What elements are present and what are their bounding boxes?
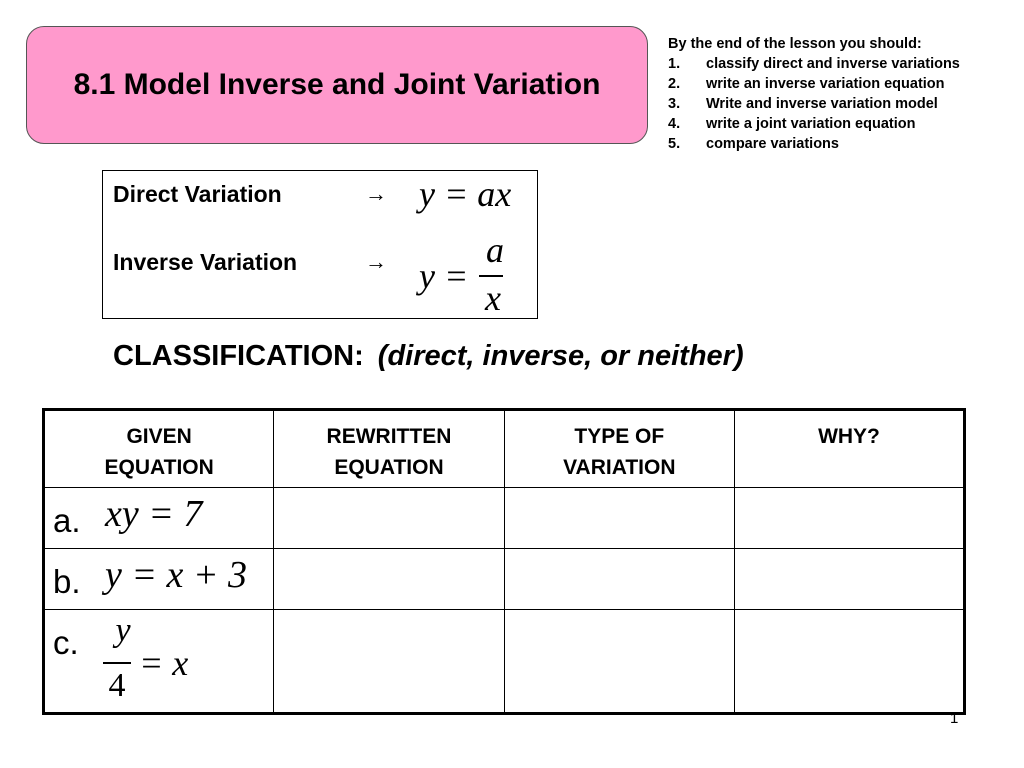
row-letter: c. <box>53 624 79 661</box>
inverse-variation-label: Inverse Variation <box>113 249 298 275</box>
why-cell <box>734 549 964 610</box>
given-equation: y = x + 3 <box>105 554 248 596</box>
header-type-of-variation <box>504 410 734 488</box>
inverse-equation-lhs: y = <box>419 256 469 296</box>
objective-item <box>668 134 1018 154</box>
objective-item <box>668 54 1018 74</box>
variation-definitions-box <box>102 170 538 319</box>
given-equation-cell <box>44 549 274 610</box>
equation-rhs: = x <box>139 643 189 683</box>
fraction-bar <box>103 662 131 664</box>
objective-item <box>668 94 1018 114</box>
equation-numerator: y <box>115 612 131 649</box>
objective-text: compare variations <box>706 136 839 152</box>
rewritten-equation-cell <box>274 488 504 549</box>
row-letter: a. <box>53 502 81 539</box>
table-row <box>44 610 965 714</box>
arrow-right-icon: → <box>365 249 387 274</box>
given-equation-cell <box>44 488 274 549</box>
header-line: VARIATION <box>563 456 676 479</box>
given-equation <box>101 612 241 708</box>
inverse-equation-denominator: x <box>485 278 501 318</box>
title-banner <box>26 26 648 144</box>
objective-number: 3. <box>668 96 681 112</box>
objective-text: write a joint variation equation <box>706 116 916 132</box>
page-number: 1 <box>950 710 959 727</box>
page-title: 8.1 Model Inverse and Joint Variation <box>73 68 601 101</box>
table-header-row <box>44 410 965 488</box>
header-line: WHY? <box>818 425 880 448</box>
classification-table <box>42 408 966 715</box>
header-line: EQUATION <box>104 456 214 479</box>
rewritten-equation-cell <box>274 549 504 610</box>
rewritten-equation-cell <box>274 610 504 714</box>
header-why <box>734 410 964 488</box>
header-given-equation <box>44 410 274 488</box>
inverse-variation-equation <box>419 230 529 318</box>
header-rewritten-equation <box>274 410 504 488</box>
table-row <box>44 549 965 610</box>
arrow-right-icon: → <box>365 181 387 206</box>
direct-variation-label: Direct Variation <box>113 181 282 207</box>
classification-heading <box>113 340 744 373</box>
inverse-equation-numerator: a <box>486 230 504 270</box>
objective-item <box>668 74 1018 94</box>
header-line: REWRITTEN <box>326 425 452 448</box>
objective-item <box>668 114 1018 134</box>
given-equation: xy = 7 <box>105 493 203 535</box>
objectives-list <box>668 54 1018 154</box>
equation-denominator: 4 <box>108 667 126 704</box>
variation-type-cell <box>504 488 734 549</box>
given-equation-cell <box>44 610 274 714</box>
classification-title: CLASSIFICATION: <box>113 340 364 372</box>
why-cell <box>734 610 964 714</box>
header-line: EQUATION <box>334 456 444 479</box>
variation-type-cell <box>504 549 734 610</box>
variation-type-cell <box>504 610 734 714</box>
row-letter: b. <box>53 563 81 600</box>
objective-number: 5. <box>668 136 681 152</box>
direct-variation-equation: y = ax <box>419 174 512 214</box>
objective-text: Write and inverse variation model <box>706 96 938 112</box>
objectives-panel <box>668 34 1018 154</box>
objectives-heading: By the end of the lesson you should: <box>668 36 922 52</box>
header-line: TYPE OF <box>574 425 665 448</box>
objective-number: 4. <box>668 116 681 132</box>
objective-number: 2. <box>668 76 681 92</box>
objective-text: classify direct and inverse variations <box>706 56 960 72</box>
objective-text: write an inverse variation equation <box>706 76 945 92</box>
table-row <box>44 488 965 549</box>
classification-subtitle: (direct, inverse, or neither) <box>377 340 744 372</box>
why-cell <box>734 488 964 549</box>
header-line: GIVEN <box>126 425 192 448</box>
objective-number: 1. <box>668 56 681 72</box>
